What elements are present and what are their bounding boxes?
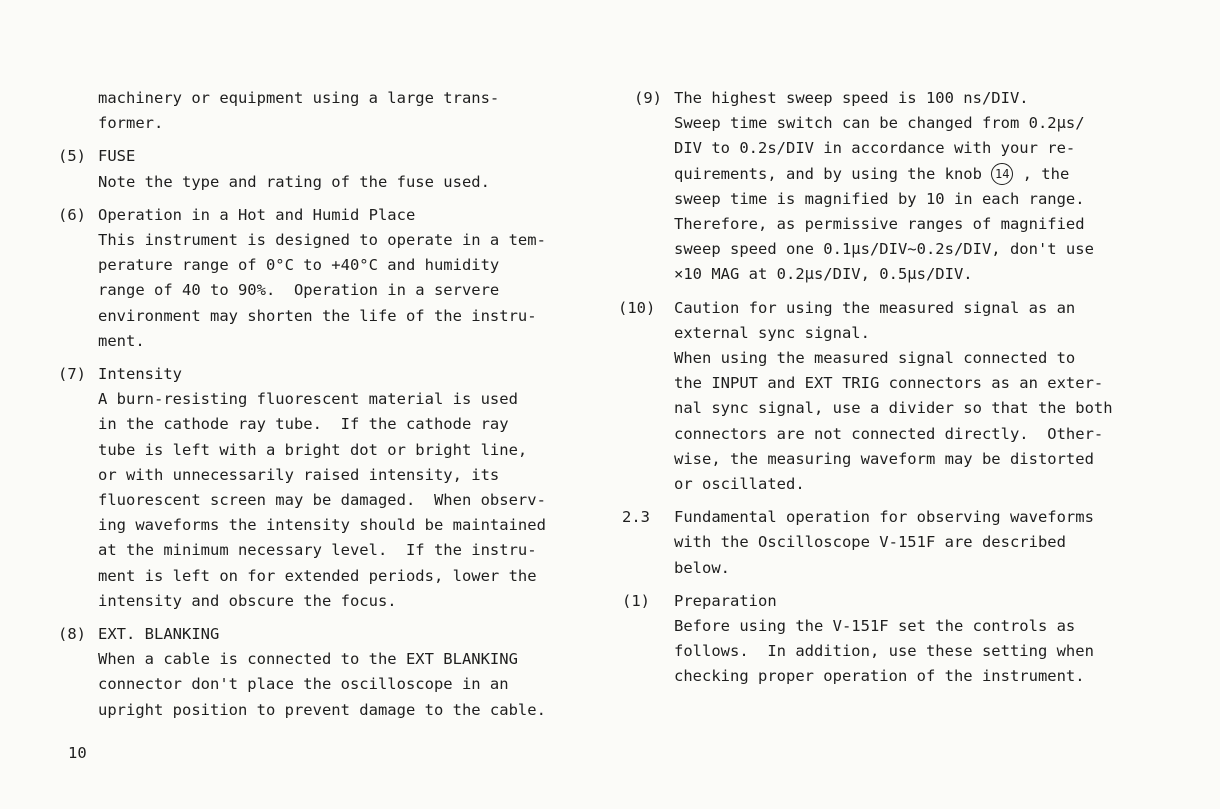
text-line: checking proper operation of the instrument. [674, 667, 1085, 686]
section-hot-humid [58, 203, 598, 354]
text-line: DIV to 0.2s/DIV in accordance with your re- [674, 139, 1076, 158]
left-column [58, 86, 598, 731]
section-title: Intensity [98, 365, 182, 384]
text-line: ment is left on for extended periods, lower the [98, 566, 537, 585]
text-line: Caution for using the measured signal as an [674, 298, 1076, 317]
text-line: nal sync signal, use a divider so that the both [674, 399, 1113, 418]
text-line: Note the type and rating of the fuse used. [98, 172, 490, 191]
text-fragment: quirements, and by using the knob [674, 164, 992, 183]
text-line: wise, the measuring waveform may be distorted [674, 449, 1094, 468]
section-number: 2.3 [622, 508, 650, 527]
text-line: sweep time is magnified by 10 in each range. [674, 189, 1085, 208]
text-line: When using the measured signal connected to [674, 349, 1076, 368]
knob-14-circled-number: 14 [991, 163, 1013, 185]
section-ext-sync-caution [618, 296, 1178, 498]
text-line: below. [674, 558, 730, 577]
text-line: follows. In addition, use these setting when [674, 642, 1094, 661]
text-line: environment may shorten the life of the instru- [98, 306, 537, 325]
section-intensity [58, 362, 598, 614]
text-line: perature range of 0°C to +40°C and humidity [98, 256, 500, 275]
text-line: in the cathode ray tube. If the cathode ray [98, 415, 509, 434]
text-line: the INPUT and EXT TRIG connectors as an exter- [674, 374, 1104, 393]
text-line: ×10 MAG at 0.2μs/DIV, 0.5μs/DIV. [674, 265, 973, 284]
section-sweep-speed [618, 86, 1178, 288]
text-line: fluorescent screen may be damaged. When observ- [98, 491, 546, 510]
text-line: Sweep time switch can be changed from 0.2μs/ [674, 114, 1085, 133]
text-line: ing waveforms the intensity should be maintained [98, 516, 546, 535]
text-fragment: , the [1013, 164, 1070, 183]
text-line: former. [98, 114, 164, 133]
text-line: machinery or equipment using a large trans- [98, 89, 500, 107]
section-title: Operation in a Hot and Humid Place [98, 205, 416, 224]
section-title: EXT. BLANKING [98, 625, 220, 644]
continuation-paragraph [58, 86, 598, 136]
text-line: Therefore, as permissive ranges of magnified [674, 215, 1085, 234]
section-number: (7) [58, 365, 86, 384]
section-fundamental-operation [618, 505, 1178, 581]
text-line: When a cable is connected to the EXT BLANKING [98, 650, 518, 669]
text-line: Before using the V-151F set the controls as [674, 617, 1076, 636]
section-number: (5) [58, 147, 86, 166]
text-line: connectors are not connected directly. Other- [674, 424, 1104, 443]
text-line: range of 40 to 90%. Operation in a servere [98, 281, 500, 300]
section-ext-blanking [58, 622, 598, 723]
text-line-with-knob [674, 162, 1178, 187]
text-line: external sync signal. [674, 323, 870, 342]
section-number: (1) [622, 591, 650, 610]
text-line: with the Oscilloscope V-151F are described [674, 533, 1066, 552]
text-line: The highest sweep speed is 100 ns/DIV. [674, 89, 1029, 107]
text-line: This instrument is designed to operate in a tem- [98, 231, 546, 250]
section-number: (8) [58, 625, 86, 644]
section-fuse [58, 144, 598, 194]
text-line: upright position to prevent damage to the cable. [98, 700, 546, 719]
text-line: or oscillated. [674, 475, 805, 494]
text-line: Fundamental operation for observing waveforms [674, 508, 1094, 527]
page-number: 10 [68, 744, 87, 762]
text-line: sweep speed one 0.1μs/DIV~0.2s/DIV, don't use [674, 240, 1094, 259]
section-title: FUSE [98, 147, 136, 166]
text-line: or with unnecessarily raised intensity, its [98, 465, 500, 484]
section-number: (10) [618, 298, 656, 317]
section-number: (6) [58, 205, 86, 224]
text-line: A burn-resisting fluorescent material is used [98, 390, 518, 409]
text-line: connector don't place the oscilloscope in an [98, 675, 509, 694]
section-number: (9) [634, 89, 662, 107]
text-line: tube is left with a bright dot or bright line, [98, 440, 528, 459]
text-line: at the minimum necessary level. If the instru- [98, 541, 537, 560]
text-line: intensity and obscure the focus. [98, 591, 397, 610]
section-preparation [618, 589, 1178, 690]
right-column [618, 86, 1178, 698]
section-title: Preparation [674, 591, 777, 610]
text-line: ment. [98, 331, 145, 350]
